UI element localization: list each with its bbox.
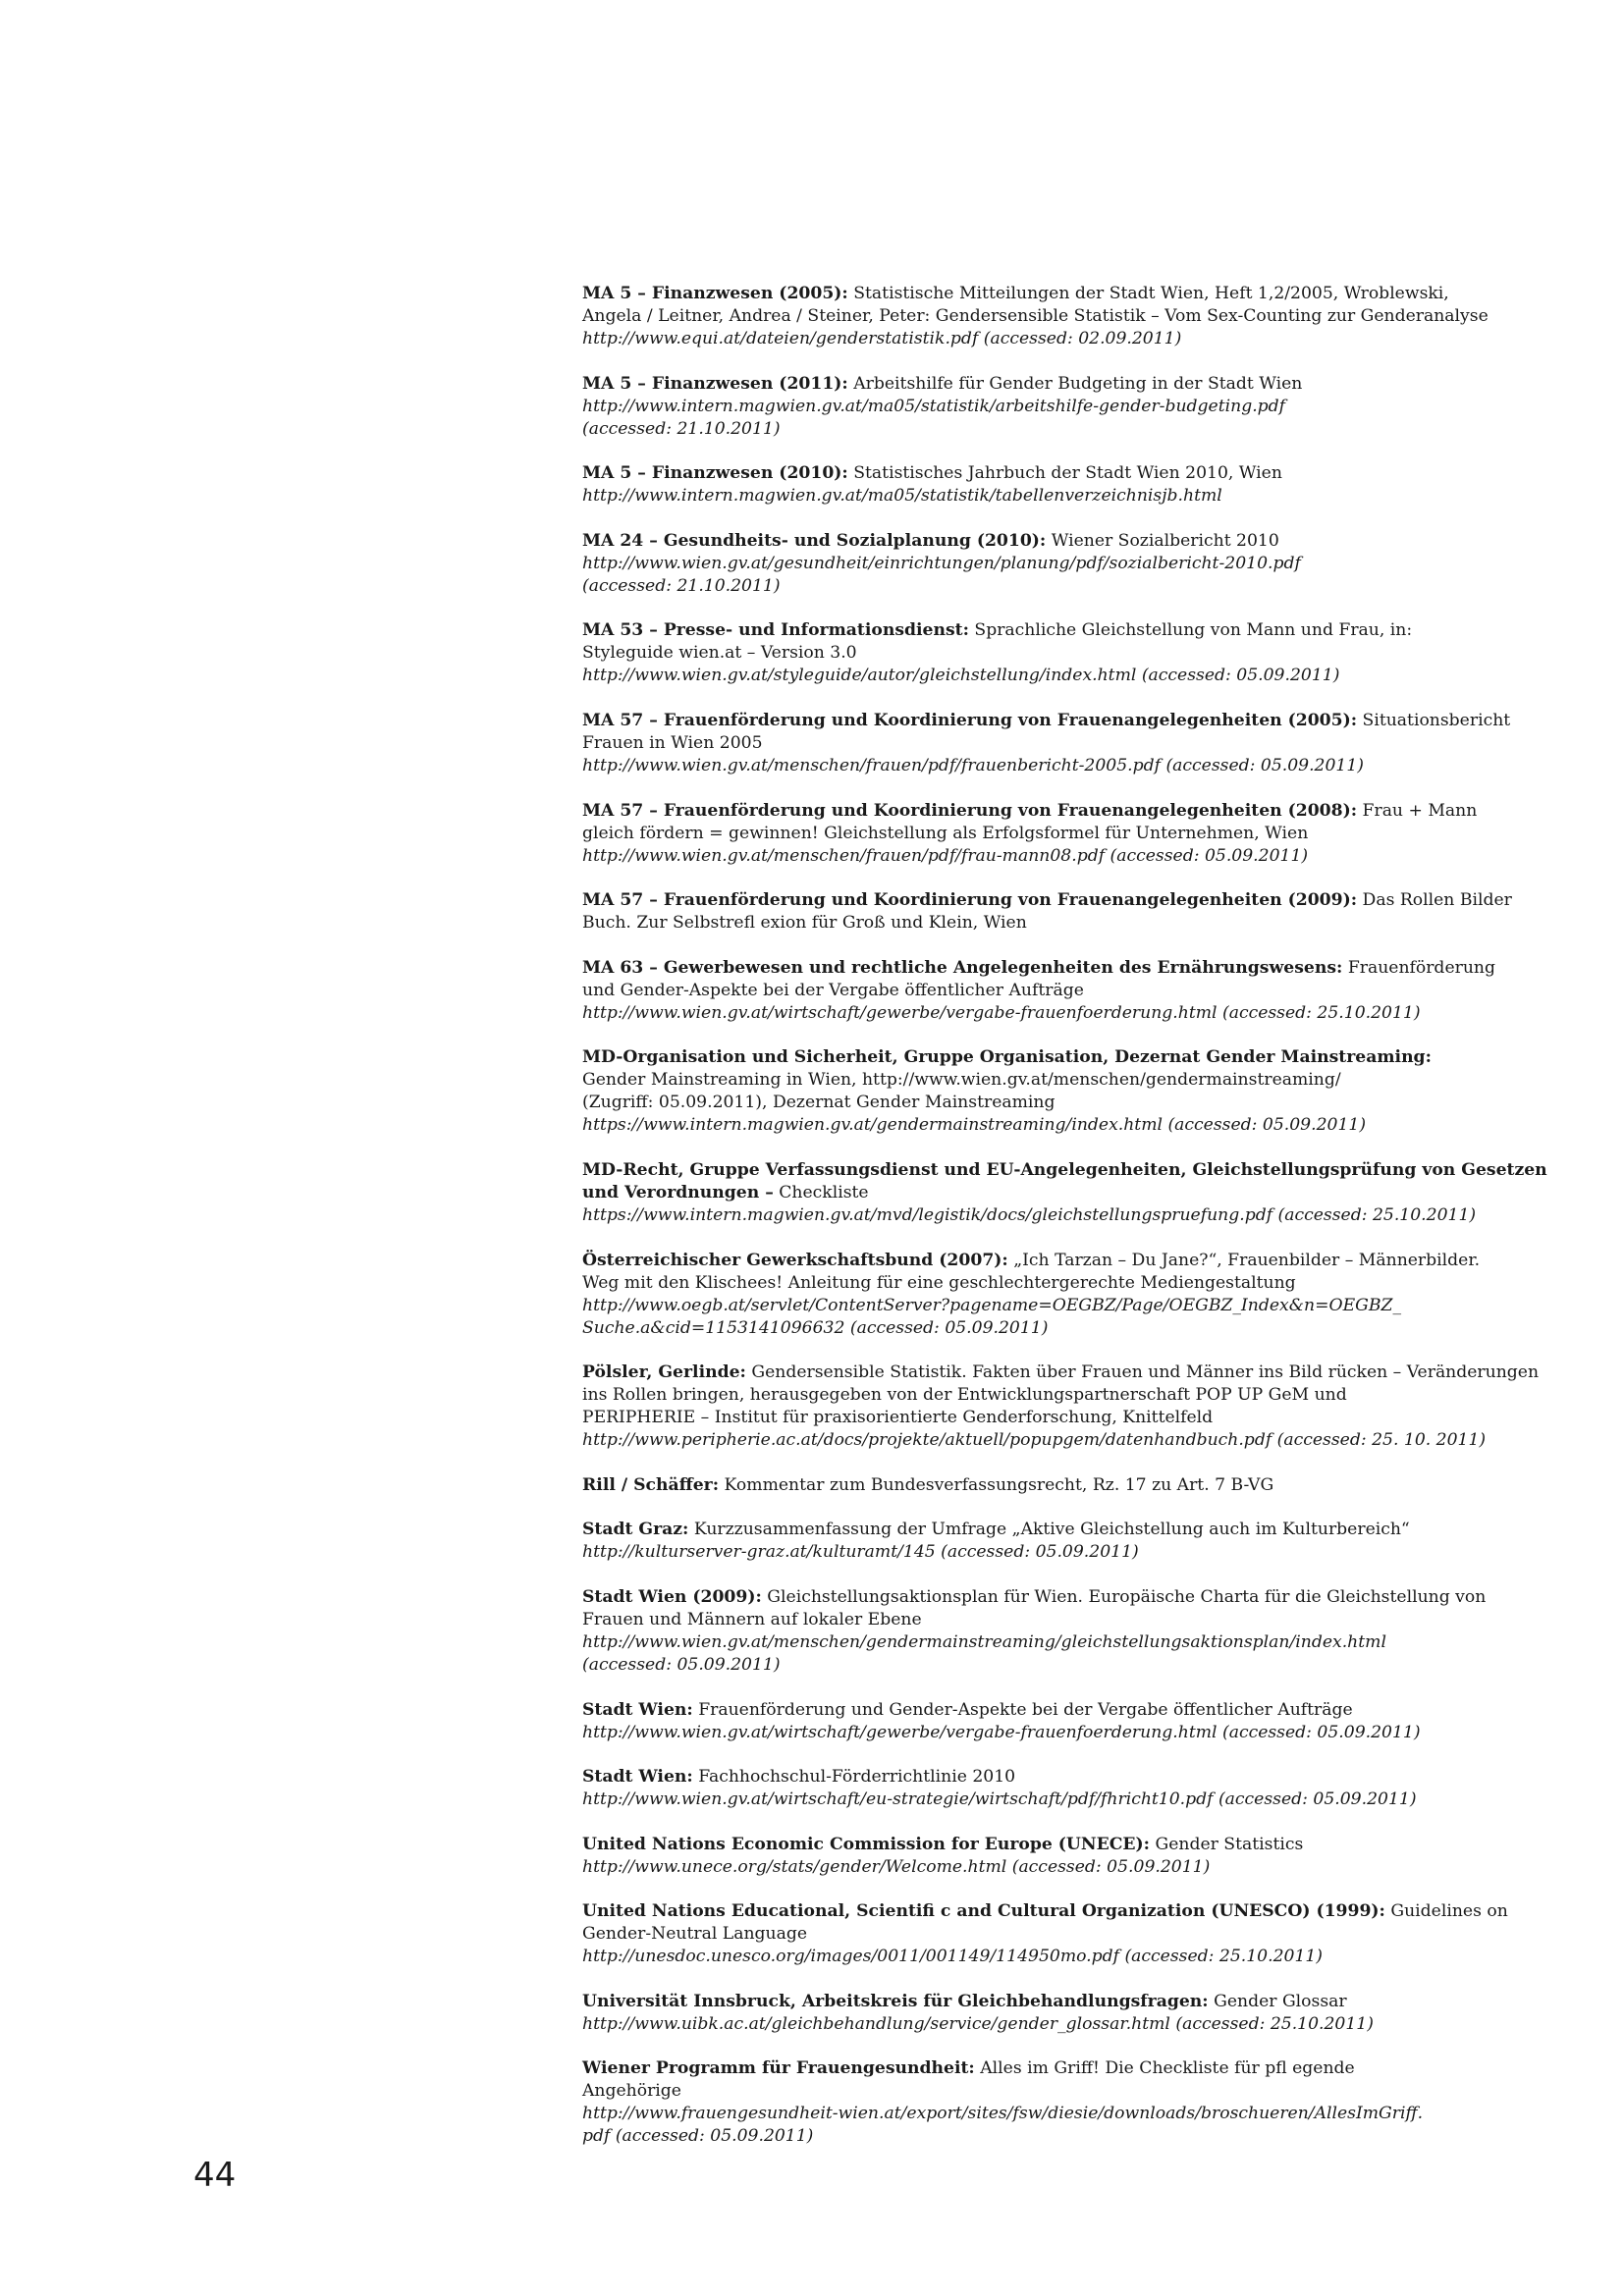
reference-author: MA 5 – Finanzwesen (2011): — [582, 373, 848, 394]
reference-author: Rill / Schäffer: — [582, 1474, 720, 1495]
reference-title: „Ich Tarzan – Du Jane?“, Frauenbilder – Männerbilder. — [1013, 1250, 1481, 1270]
reference-url: http://www.equi.at/dateien/genderstatistik.pdf (accessed: 02.09.2011) — [582, 329, 1182, 348]
reference-title-line: Frauen in Wien 2005 — [582, 732, 763, 753]
reference-second-line — [582, 1182, 1505, 1204]
reference-entry — [582, 462, 1505, 507]
reference-first-line — [582, 1586, 1505, 1609]
reference-url: http://www.uibk.ac.at/gleichbehandlung/service/gender_glossar.html (accessed: 25.10.2011) — [582, 2013, 1374, 2034]
reference-url: http://unesdoc.unesco.org/images/0011/001149/114950mo.pdf (accessed: 25.10.2011) — [582, 1947, 1324, 1967]
reference-title: Fachhochschul-Förderrichtlinie 2010 — [698, 1767, 1016, 1788]
reference-entry — [582, 1834, 1505, 1879]
reference-first-line — [582, 957, 1505, 980]
reference-title: Arbeitshilfe für Gender Budgeting in der Stadt Wien — [853, 373, 1303, 394]
reference-first-line — [582, 1519, 1505, 1541]
reference-url: http://www.wien.gv.at/wirtschaft/eu-strategie/wirtschaft/pdf/fhricht10.pdf (accessed: 05.09.2011) — [582, 1789, 1417, 1810]
reference-author: United Nations Economic Commission for Europe (UNECE): — [582, 1834, 1150, 1854]
reference-url: http://www.unece.org/stats/gender/Welcome.html (accessed: 05.09.2011) — [582, 1856, 1211, 1877]
reference-title: Frau + Mann — [1362, 800, 1478, 821]
reference-title: Gender Glossar — [1214, 1991, 1347, 2011]
reference-first-line — [582, 530, 1505, 553]
reference-first-line — [582, 283, 1505, 305]
reference-author: Stadt Wien: — [582, 1699, 693, 1720]
reference-entry — [582, 1900, 1508, 1968]
reference-title: Gleichstellungsaktionsplan für Wien. Europäische Charta für die Gleichstellung von — [767, 1586, 1487, 1607]
reference-title: Frauenförderung und Gender-Aspekte bei der Vergabe öffentlicher Aufträge — [698, 1699, 1353, 1720]
reference-first-line — [582, 619, 1505, 642]
reference-title-line: Angela / Leitner, Andrea / Steiner, Peter: Gendersensible Statistik – Vom Sex-Counting zur Genderanalyse — [582, 306, 1489, 326]
reference-entry — [582, 1250, 1505, 1340]
reference-title: Sprachliche Gleichstellung von Mann und Frau, in: — [974, 620, 1413, 641]
reference-first-line — [582, 1900, 1508, 1923]
reference-author: Stadt Wien: — [582, 1767, 693, 1788]
reference-first-line — [582, 373, 1505, 396]
reference-first-line — [582, 710, 1511, 732]
reference-entry — [582, 1519, 1505, 1564]
reference-url: http://www.peripherie.ac.at/docs/projekte/aktuell/popupgem/datenhandbuch.pdf (accessed: 25. 10. 2011) — [582, 1430, 1487, 1451]
reference-entry — [582, 373, 1505, 441]
reference-first-line — [582, 889, 1512, 912]
reference-entry — [582, 710, 1511, 777]
reference-first-line — [582, 1046, 1505, 1069]
reference-first-line — [582, 1362, 1540, 1384]
reference-title: Wiener Sozialbericht 2010 — [1051, 530, 1279, 551]
reference-author: Stadt Graz: — [582, 1520, 689, 1540]
reference-title-line: Gender-Neutral Language — [582, 1924, 808, 1945]
reference-first-line — [582, 462, 1505, 485]
reference-title-line: und Gender-Aspekte bei der Vergabe öffentlicher Aufträge — [582, 980, 1084, 1000]
reference-first-line — [582, 1250, 1505, 1272]
reference-title: Frauenförderung — [1347, 957, 1495, 978]
reference-author: Pölsler, Gerlinde: — [582, 1362, 746, 1383]
reference-entry — [582, 619, 1505, 687]
reference-entry — [582, 800, 1505, 868]
reference-author: Stadt Wien (2009): — [582, 1586, 762, 1607]
reference-title: Statistisches Jahrbuch der Stadt Wien 2010, Wien — [853, 463, 1282, 484]
reference-author: Universität Innsbruck, Arbeitskreis für Gleichbehandlungsfragen: — [582, 1991, 1209, 2011]
reference-entry — [582, 1159, 1547, 1227]
reference-entry — [582, 1474, 1505, 1497]
reference-author: MA 24 – Gesundheits- und Sozialplanung (2010): — [582, 530, 1047, 551]
reference-title-line: Angehörige — [582, 2081, 681, 2102]
reference-first-line — [582, 800, 1505, 823]
reference-first-line — [582, 1474, 1505, 1497]
reference-author: Wiener Programm für Frauengesundheit: — [582, 2058, 975, 2079]
reference-title: Gender Statistics — [1155, 1834, 1304, 1854]
reference-title-line: Buch. Zur Selbstrefl exion für Groß und Klein, Wien — [582, 913, 1027, 934]
reference-url: http://www.wien.gv.at/gesundheit/einrichtungen/planung/pdf/sozialbericht-2010.pdf — [582, 553, 1301, 573]
reference-url: Suche.a&cid=1153141096632 (accessed: 05.09.2011) — [582, 1317, 1049, 1338]
reference-url: http://www.wien.gv.at/wirtschaft/gewerbe/vergabe-frauenfoerderung.html (accessed: 05.09.2011) — [582, 1722, 1421, 1742]
reference-title-line: Weg mit den Klischees! Anleitung für eine geschlechtergerechte Mediengestaltung — [582, 1272, 1296, 1293]
reference-author: MA 57 – Frauenförderung und Koordinierung von Frauenangelegenheiten (2008): — [582, 800, 1358, 821]
reference-author: MA 5 – Finanzwesen (2005): — [582, 284, 848, 303]
reference-author: United Nations Educational, Scientifi c and Cultural Organization (UNESCO) (1999): — [582, 1901, 1385, 1922]
reference-title: Kurzzusammenfassung der Umfrage „Aktive Gleichstellung auch im Kulturbereich“ — [693, 1520, 1410, 1540]
reference-url: http://www.intern.magwien.gv.at/ma05/statistik/tabellenverzeichnisjb.html — [582, 486, 1222, 507]
reference-list — [582, 283, 1547, 2170]
reference-title: Das Rollen Bilder — [1362, 890, 1512, 911]
reference-entry — [582, 1991, 1505, 2036]
reference-entry — [582, 530, 1505, 598]
reference-url: (accessed: 05.09.2011) — [582, 1654, 781, 1675]
reference-entry — [582, 889, 1512, 934]
reference-author-continued: und Verordnungen – — [582, 1182, 774, 1202]
reference-url: pdf (accessed: 05.09.2011) — [582, 2126, 814, 2147]
reference-url: http://www.wien.gv.at/menschen/frauen/pdf/frauenbericht-2005.pdf (accessed: 05.09.2011) — [582, 755, 1365, 775]
reference-title: Alles im Griff! Die Checkliste für pfl egende — [980, 2058, 1355, 2079]
reference-title-line: Gender Mainstreaming in Wien, http://www.wien.gv.at/menschen/gendermainstreaming/ — [582, 1070, 1341, 1091]
reference-url: http://kulturserver-graz.at/kulturamt/145 (accessed: 05.09.2011) — [582, 1542, 1139, 1563]
reference-url: http://www.frauengesundheit-wien.at/export/sites/fsw/diesie/downloads/broschueren/AllesImGriff. — [582, 2104, 1424, 2124]
page-number: 44 — [193, 2156, 237, 2195]
reference-title: Statistische Mitteilungen der Stadt Wien, Heft 1,2/2005, Wroblewski, — [853, 284, 1449, 303]
reference-first-line — [582, 1699, 1505, 1722]
reference-author: MD-Organisation und Sicherheit, Gruppe Organisation, Dezernat Gender Mainstreaming: — [582, 1047, 1432, 1068]
reference-entry — [582, 957, 1505, 1025]
reference-url: https://www.intern.magwien.gv.at/mvd/legistik/docs/gleichstellungspruefung.pdf (accessed: 25.10.2011) — [582, 1204, 1477, 1225]
reference-title-line: PERIPHERIE – Institut für praxisorientierte Genderforschung, Knittelfeld — [582, 1408, 1214, 1428]
reference-url: http://www.wien.gv.at/menschen/gendermainstreaming/gleichstellungsaktionsplan/index.html — [582, 1631, 1386, 1652]
reference-author: MA 53 – Presse- und Informationsdienst: — [582, 620, 969, 641]
reference-title-line: Frauen und Männern auf lokaler Ebene — [582, 1609, 922, 1629]
reference-author: MD-Recht, Gruppe Verfassungsdienst und EU-Angelegenheiten, Gleichstellungsprüfung von Gesetzen — [582, 1159, 1547, 1180]
reference-title: Guidelines on — [1390, 1901, 1508, 1922]
reference-title-line: ins Rollen bringen, herausgegeben von der Entwicklungspartnerschaft POP UP GeM und — [582, 1385, 1347, 1406]
reference-first-line — [582, 1834, 1505, 1856]
reference-title-line: Styleguide wien.at – Version 3.0 — [582, 643, 857, 664]
reference-first-line — [582, 1766, 1505, 1789]
reference-first-line — [582, 1159, 1547, 1182]
reference-url: http://www.wien.gv.at/menschen/frauen/pdf/frau-mann08.pdf (accessed: 05.09.2011) — [582, 845, 1309, 866]
reference-entry — [582, 1699, 1505, 1744]
reference-title: Situationsbericht — [1362, 710, 1511, 730]
reference-title: Kommentar zum Bundesverfassungsrecht, Rz. 17 zu Art. 7 B-VG — [724, 1474, 1274, 1495]
reference-first-line — [582, 2057, 1505, 2080]
reference-title: Checkliste — [779, 1182, 869, 1202]
reference-title: Gendersensible Statistik. Fakten über Frauen und Männer ins Bild rücken – Veränderungen — [751, 1362, 1540, 1383]
reference-entry — [582, 283, 1505, 350]
reference-title-line: gleich fördern = gewinnen! Gleichstellung als Erfolgsformel für Unternehmen, Wien — [582, 823, 1309, 843]
reference-author: MA 5 – Finanzwesen (2010): — [582, 463, 848, 484]
reference-entry — [582, 1362, 1540, 1452]
reference-url: http://www.intern.magwien.gv.at/ma05/statistik/arbeitshilfe-gender-budgeting.pdf — [582, 396, 1286, 416]
reference-author: Österreichischer Gewerkschaftsbund (2007): — [582, 1250, 1008, 1270]
reference-url: https://www.intern.magwien.gv.at/gendermainstreaming/index.html (accessed: 05.09.2011) — [582, 1115, 1367, 1136]
reference-entry — [582, 1766, 1505, 1811]
reference-url: (accessed: 21.10.2011) — [582, 575, 781, 596]
reference-author: MA 63 – Gewerbewesen und rechtliche Angelegenheiten des Ernährungswesens: — [582, 957, 1343, 978]
reference-url: (accessed: 21.10.2011) — [582, 418, 781, 439]
reference-entry — [582, 2057, 1505, 2148]
reference-first-line — [582, 1991, 1505, 2013]
reference-url: http://www.oegb.at/servlet/ContentServer?pagename=OEGBZ/Page/OEGBZ_Index&n=OEGBZ_ — [582, 1295, 1402, 1315]
reference-url: http://www.wien.gv.at/styleguide/autor/gleichstellung/index.html (accessed: 05.09.2011) — [582, 666, 1340, 686]
reference-entry — [582, 1586, 1505, 1677]
reference-title-line: (Zugriff: 05.09.2011), Dezernat Gender Mainstreaming — [582, 1093, 1056, 1113]
reference-author: MA 57 – Frauenförderung und Koordinierung von Frauenangelegenheiten (2005): — [582, 710, 1358, 730]
reference-url: http://www.wien.gv.at/wirtschaft/gewerbe/vergabe-frauenfoerderung.html (accessed: 25.10.2011) — [582, 1002, 1421, 1023]
reference-entry — [582, 1046, 1505, 1137]
reference-author: MA 57 – Frauenförderung und Koordinierung von Frauenangelegenheiten (2009): — [582, 890, 1358, 911]
